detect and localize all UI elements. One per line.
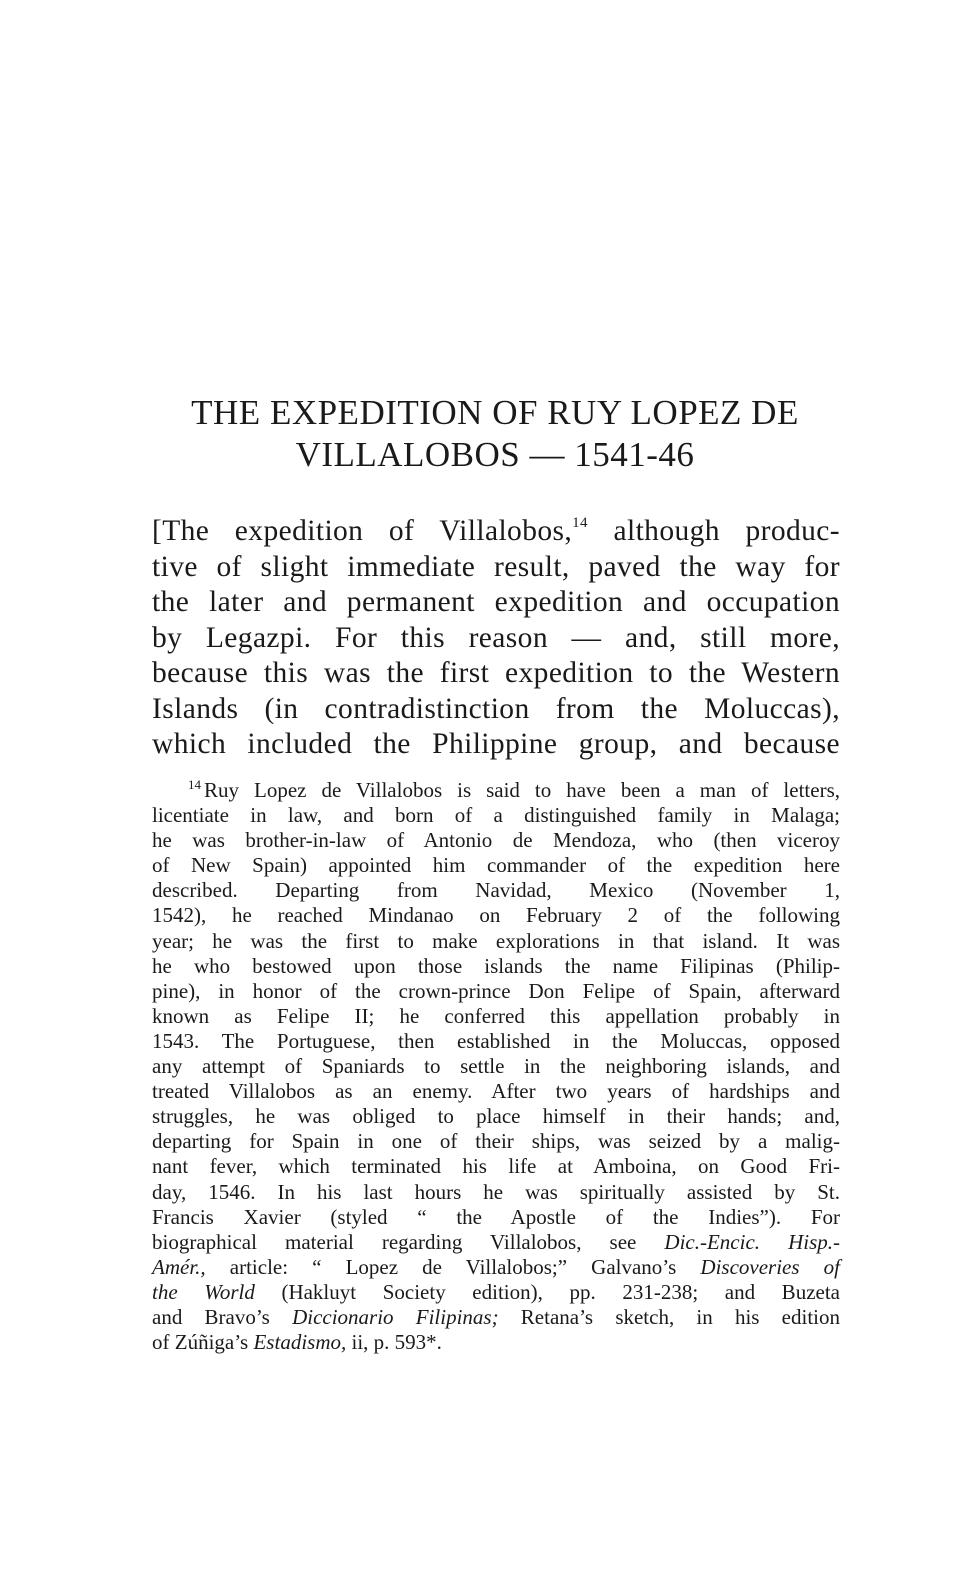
- footnote-line: nant fever, which terminated his life at Amboina, on Good Fri-: [152, 1154, 840, 1179]
- footnote-text-segment: of Zúñiga’s: [152, 1330, 254, 1355]
- footnote-line: [152, 778, 840, 803]
- footnote-reference: 14: [572, 515, 588, 531]
- footnote-line: [152, 1230, 840, 1255]
- footnote-text-segment: (Hakluyt Society edition), pp. 231-238; and Buzeta: [254, 1279, 840, 1304]
- footnote-citation-title: Amér.,: [152, 1254, 206, 1279]
- footnote: [152, 778, 840, 1355]
- footnote-citation-title: the World: [152, 1279, 255, 1304]
- footnote-line: [152, 1330, 840, 1355]
- footnote-line: 1543. The Portuguese, then established in the Moluccas, opposed: [152, 1028, 840, 1053]
- body-line: [152, 514, 840, 550]
- footnote-line: of New Spain) appointed him commander of the expedition here: [152, 853, 840, 878]
- body-line: by Legazpi. For this reason — and, still more,: [152, 621, 840, 654]
- footnote-citation-title: Discoveries of: [700, 1254, 840, 1279]
- footnote-text-segment: Retana’s sketch, in his edition: [498, 1304, 840, 1329]
- footnote-text-segment: and Bravo’s: [152, 1304, 293, 1329]
- body-line: Islands (in contradistinction from the Moluccas),: [152, 692, 840, 725]
- chapter-title-line-1: THE EXPEDITION OF RUY LOPEZ DE: [191, 393, 799, 432]
- footnote-line: described. Departing from Navidad, Mexico (November 1,: [152, 878, 840, 903]
- footnote-line: any attempt of Spaniards to settle in the neighboring islands, and: [152, 1054, 840, 1079]
- footnote-line: day, 1546. In his last hours he was spiritually assisted by St.: [152, 1179, 840, 1204]
- footnote-line: [152, 1280, 840, 1305]
- footnote-line: [152, 1255, 840, 1280]
- footnote-line: he was brother-in-law of Antonio de Mendoza, who (then viceroy: [152, 828, 840, 853]
- footnote-line: pine), in honor of the crown-prince Don Felipe of Spain, afterward: [152, 978, 840, 1003]
- footnote-text-segment: ii, p. 593*.: [346, 1330, 442, 1355]
- footnote-line: treated Villalobos as an enemy. After two years of hardships and: [152, 1079, 840, 1104]
- chapter-title-line-2: VILLALOBOS — 1541-46: [295, 435, 695, 474]
- footnote-text-segment: article: “ Lopez de Villalobos;” Galvano’s: [205, 1254, 701, 1279]
- body-line: which included the Philippine group, and because: [152, 728, 840, 760]
- body-line: because this was the first expedition to the Western: [152, 657, 840, 689]
- body-paragraph: [152, 514, 840, 763]
- footnote-line: year; he was the first to make explorations in that island. It was: [152, 928, 840, 953]
- body-text-segment: although produc-: [587, 515, 840, 547]
- footnote-line: known as Felipe II; he conferred this appellation probably in: [152, 1003, 840, 1028]
- footnote-line: struggles, he was obliged to place himself in their hands; and,: [152, 1104, 840, 1129]
- footnote-citation-title: Diccionario Filipinas;: [292, 1304, 499, 1329]
- footnote-line: Francis Xavier (styled “ the Apostle of the Indies”). For: [152, 1204, 840, 1229]
- chapter-title: [150, 392, 840, 476]
- footnote-citation-title: Estadismo,: [253, 1330, 347, 1355]
- footnote-line: departing for Spain in one of their ships, was seized by a malig-: [152, 1129, 840, 1154]
- footnote-line: licentiate in law, and born of a distinguished family in Malaga;: [152, 803, 840, 828]
- footnote-line: [152, 1305, 840, 1330]
- footnote-text-segment: Ruy Lopez de Villalobos is said to have been a man of letters,: [204, 778, 840, 802]
- footnote-number: 14: [188, 777, 201, 792]
- body-text-segment: [The expedition of Villalobos,: [152, 515, 573, 547]
- footnote-line: 1542), he reached Mindanao on February 2 of the following: [152, 903, 840, 928]
- body-line: tive of slight immediate result, paved the way for: [152, 550, 840, 583]
- footnote-text-segment: biographical material regarding Villalobos, see: [152, 1229, 665, 1254]
- footnote-line: he who bestowed upon those islands the name Filipinas (Philip-: [152, 953, 840, 978]
- body-line: the later and permanent expedition and occupation: [152, 586, 840, 618]
- footnote-citation-title: Dic.-Encic. Hisp.-: [664, 1229, 840, 1254]
